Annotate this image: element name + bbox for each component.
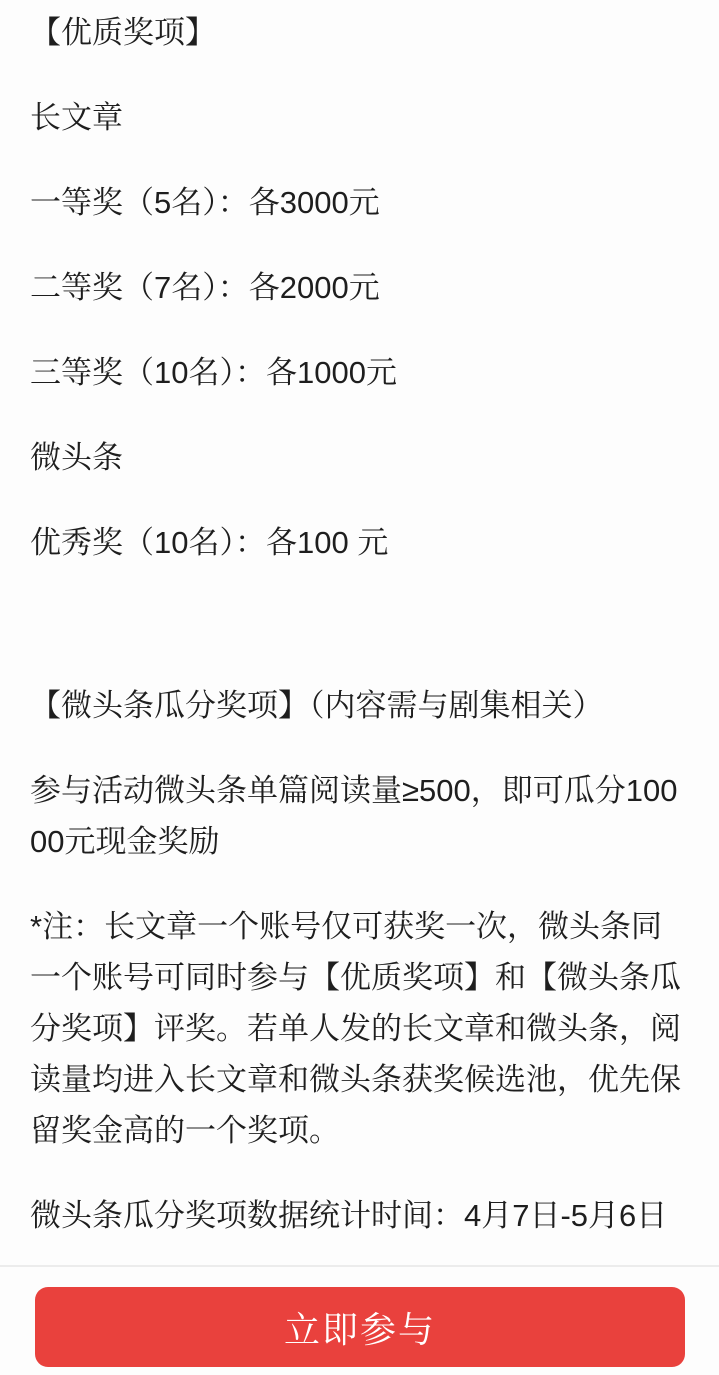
second-prize-line: 二等奖（7名）：各2000元 <box>30 270 380 305</box>
share-awards-description-line: 00元现金奖励 <box>30 824 220 859</box>
excellence-prize-line: 优秀奖（10名）：各100 元 <box>30 525 389 560</box>
footer-divider <box>0 1265 719 1267</box>
join-now-button[interactable]: 立即参与 <box>35 1287 685 1367</box>
third-prize-line: 三等奖（10名）：各1000元 <box>30 355 397 390</box>
share-awards-description-line: 参与活动微头条单篇阅读量≥500，即可瓜分100 <box>30 773 678 808</box>
stat-time-line: 微头条瓜分奖项数据统计时间：4月7日-5月6日 <box>30 1198 668 1233</box>
long-article-label: 长文章 <box>30 100 123 135</box>
section-gap <box>30 602 693 680</box>
rules-note-line: 读量均进入长文章和微头条获奖候选池，优先保 <box>30 1062 681 1097</box>
rules-note-line: 留奖金高的一个奖项。 <box>30 1113 340 1148</box>
rules-note-line: *注：长文章一个账号仅可获奖一次，微头条同 <box>30 909 663 944</box>
first-prize-line: 一等奖（5名）：各3000元 <box>30 185 380 220</box>
rules-note-line: 分奖项】评奖。若单人发的长文章和微头条，阅 <box>30 1011 681 1046</box>
rules-note-line: 一个账号可同时参与【优质奖项】和【微头条瓜 <box>30 960 681 995</box>
quality-awards-title: 【优质奖项】 <box>30 15 216 50</box>
share-awards-description <box>30 765 693 867</box>
share-awards-title: 【微头条瓜分奖项】（内容需与剧集相关） <box>30 688 604 723</box>
micro-headline-label: 微头条 <box>30 440 123 475</box>
rules-note <box>30 901 693 1156</box>
